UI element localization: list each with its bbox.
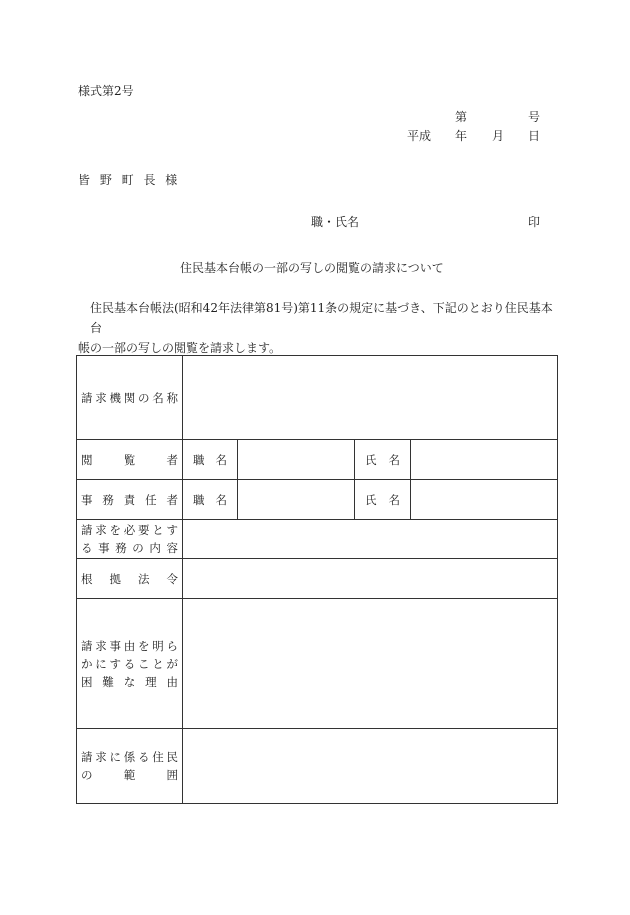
officer-label: 事務責任者 bbox=[77, 480, 183, 520]
date-month-unit: 月 bbox=[492, 129, 505, 143]
legal-basis-row bbox=[77, 559, 558, 599]
difficulty-row bbox=[77, 599, 558, 729]
agency-name-row bbox=[77, 356, 558, 440]
scope-label-line-1: 請求に係る住民 bbox=[81, 750, 178, 764]
body-line-2: 帳の一部の写しの閲覧を請求します。 bbox=[78, 341, 282, 355]
seal-mark: 印 bbox=[528, 215, 541, 229]
officer-position-label: 職名 bbox=[183, 480, 238, 520]
difficulty-label-line-2: かにすることが bbox=[81, 656, 178, 671]
body-line-1: 住民基本台帳法(昭和42年法律第81号)第11条の規定に基づき、下記のとおり住民基本台 bbox=[90, 301, 553, 335]
officer-row bbox=[77, 480, 558, 520]
legal-basis-field[interactable] bbox=[183, 559, 558, 599]
viewer-position-label: 職名 bbox=[183, 440, 238, 480]
body-paragraph bbox=[78, 298, 556, 358]
addressee: 皆 野 町 長 様 bbox=[78, 173, 178, 187]
viewer-position-field[interactable] bbox=[238, 440, 355, 480]
legal-basis-label: 根拠法令 bbox=[77, 559, 183, 599]
purpose-label bbox=[77, 520, 183, 559]
viewer-name-label: 氏名 bbox=[355, 440, 411, 480]
signature-label: 職・氏名 bbox=[311, 215, 360, 229]
purpose-field[interactable] bbox=[183, 520, 558, 559]
date-day-unit: 日 bbox=[528, 129, 541, 143]
scope-field[interactable] bbox=[183, 729, 558, 804]
agency-name-label: 請求機関の名称 bbox=[77, 356, 183, 440]
difficulty-label-line-3: 困難な理由 bbox=[81, 674, 178, 689]
form-number: 様式第2号 bbox=[78, 84, 134, 98]
purpose-label-line-2: る事務の内容 bbox=[81, 541, 178, 555]
scope-label-line-2: の範囲 bbox=[81, 768, 178, 782]
date-era: 平成 bbox=[407, 129, 432, 143]
scope-row bbox=[77, 729, 558, 804]
officer-position-field[interactable] bbox=[238, 480, 355, 520]
document-title: 住民基本台帳の一部の写しの閲覧の請求について bbox=[180, 261, 444, 275]
viewer-name-field[interactable] bbox=[411, 440, 558, 480]
agency-name-field[interactable] bbox=[183, 356, 558, 440]
purpose-label-line-1: 請求を必要とす bbox=[81, 523, 178, 537]
difficulty-label bbox=[77, 599, 183, 729]
purpose-row bbox=[77, 520, 558, 559]
officer-name-label: 氏名 bbox=[355, 480, 411, 520]
doc-no-prefix: 第 bbox=[455, 110, 468, 124]
scope-label bbox=[77, 729, 183, 804]
viewer-row bbox=[77, 440, 558, 480]
viewer-label: 閲覧者 bbox=[77, 440, 183, 480]
officer-name-field[interactable] bbox=[411, 480, 558, 520]
difficulty-label-line-1: 請求事由を明ら bbox=[81, 638, 178, 653]
difficulty-field[interactable] bbox=[183, 599, 558, 729]
date-year-unit: 年 bbox=[455, 129, 468, 143]
doc-no-suffix: 号 bbox=[528, 110, 541, 124]
request-form-table bbox=[76, 355, 558, 804]
